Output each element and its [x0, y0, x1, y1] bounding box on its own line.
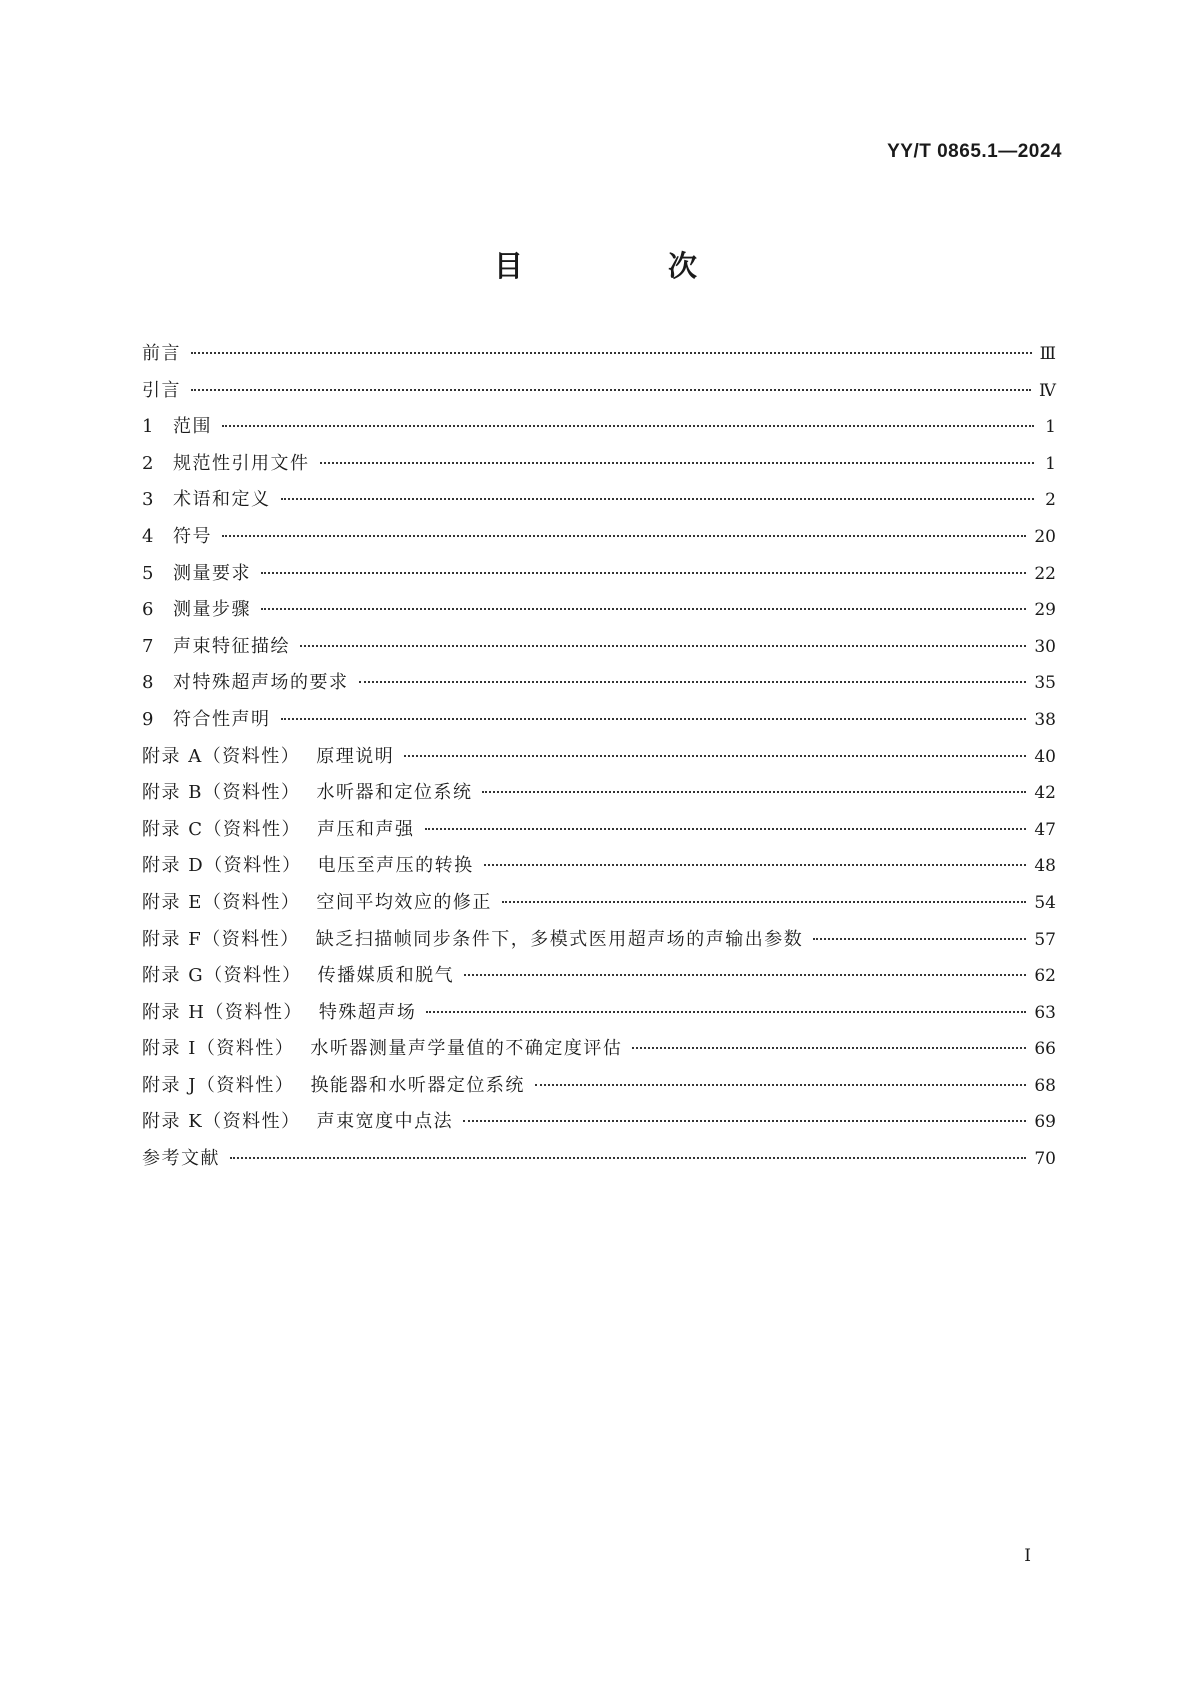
toc-entry-annex[interactable]	[142, 961, 1056, 998]
toc-page-number: 2	[1045, 490, 1056, 511]
toc-chapter-number: 6	[142, 599, 155, 621]
toc-entry-label: 测量步骤	[173, 599, 251, 621]
dot-leader	[222, 425, 1034, 427]
toc-page-number: Ⅳ	[1039, 380, 1056, 401]
toc-page-number: 54	[1034, 892, 1056, 913]
toc-entry-foreword[interactable]	[142, 339, 1056, 376]
toc-page-number: 40	[1034, 746, 1056, 767]
document-number: YY/T 0865.1—2024	[887, 141, 1062, 162]
toc-annex-prefix: 附录 K（资料性）	[142, 1111, 301, 1133]
toc-entry-chapter[interactable]	[142, 705, 1056, 742]
toc-page-number: 62	[1034, 966, 1056, 987]
toc-entry-label: 声压和声强	[317, 818, 415, 840]
toc-page-number: 1	[1045, 417, 1056, 438]
toc-entry-chapter[interactable]	[142, 668, 1056, 705]
toc-page-number: 69	[1034, 1112, 1056, 1133]
toc-entry-chapter[interactable]	[142, 449, 1056, 486]
toc-entry-introduction[interactable]	[142, 376, 1056, 413]
toc-entry-chapter[interactable]	[142, 412, 1056, 449]
dot-leader	[813, 938, 1026, 940]
dot-leader	[300, 645, 1026, 647]
toc-page-number: 1	[1045, 453, 1056, 474]
toc-entry-label: 水听器和定位系统	[316, 782, 473, 804]
toc-annex-prefix: 附录 I（资料性）	[142, 1038, 295, 1060]
toc-annex-prefix: 附录 J（资料性）	[142, 1074, 295, 1096]
toc-entry-label: 符号	[173, 525, 212, 547]
dot-leader	[261, 608, 1026, 610]
toc-entry-label: 参考文献	[142, 1148, 220, 1170]
dot-leader	[261, 572, 1026, 574]
toc-page-number: 35	[1034, 673, 1056, 694]
toc-page-number: 29	[1034, 600, 1056, 621]
dot-leader	[359, 681, 1027, 683]
toc-page-number: 68	[1034, 1075, 1056, 1096]
toc-chapter-number: 5	[142, 562, 155, 584]
dot-leader	[632, 1047, 1026, 1049]
toc-entry-label: 术语和定义	[173, 489, 271, 511]
toc-chapter-number: 7	[142, 635, 155, 657]
toc-entry-annex[interactable]	[142, 1107, 1056, 1144]
dot-leader	[320, 462, 1035, 464]
toc-entry-label: 特殊超声场	[318, 1001, 417, 1023]
dot-leader	[281, 718, 1027, 720]
toc-page-number: 70	[1034, 1149, 1056, 1170]
dot-leader	[281, 498, 1035, 500]
toc-page-number: 22	[1034, 563, 1056, 584]
table-of-contents	[142, 339, 1056, 1181]
toc-entry-label: 声束宽度中点法	[316, 1111, 454, 1133]
page-number: I	[1024, 1546, 1031, 1566]
toc-page-number: 42	[1034, 783, 1056, 804]
toc-entry-label: 水听器测量声学量值的不确定度评估	[310, 1038, 623, 1060]
toc-entry-annex[interactable]	[142, 925, 1056, 962]
toc-entry-label: 换能器和水听器定位系统	[310, 1074, 525, 1096]
toc-page-number: 38	[1034, 709, 1056, 730]
dot-leader	[230, 1157, 1026, 1159]
toc-entry-annex[interactable]	[142, 851, 1056, 888]
toc-page-number: 48	[1034, 856, 1056, 877]
toc-annex-prefix: 附录 E（资料性）	[142, 891, 301, 913]
toc-chapter-number: 9	[142, 708, 155, 730]
toc-annex-prefix: 附录 A（资料性）	[142, 745, 301, 767]
toc-entry-annex[interactable]	[142, 1071, 1056, 1108]
toc-annex-prefix: 附录 C（资料性）	[142, 818, 301, 840]
dot-leader	[426, 1011, 1026, 1013]
toc-entry-annex[interactable]	[142, 742, 1056, 779]
toc-entry-label: 缺乏扫描帧同步条件下，多模式医用超声场的声输出参数	[315, 928, 804, 950]
toc-entry-label: 空间平均效应的修正	[316, 891, 492, 913]
dot-leader	[482, 791, 1026, 793]
toc-entry-label: 原理说明	[316, 745, 395, 767]
toc-entry-label: 规范性引用文件	[173, 452, 310, 474]
toc-entry-label: 传播媒质和脱气	[317, 965, 455, 987]
toc-entry-annex[interactable]	[142, 998, 1056, 1035]
toc-entry-chapter[interactable]	[142, 559, 1056, 596]
toc-annex-prefix: 附录 H（资料性）	[142, 1001, 303, 1023]
toc-page-number: 30	[1034, 636, 1056, 657]
toc-entry-label: 电压至声压的转换	[317, 855, 474, 877]
toc-entry-annex[interactable]	[142, 888, 1056, 925]
toc-entry-chapter[interactable]	[142, 632, 1056, 669]
toc-entry-annex[interactable]	[142, 1034, 1056, 1071]
dot-leader	[535, 1084, 1026, 1086]
dot-leader	[191, 352, 1032, 354]
toc-annex-prefix: 附录 F（资料性）	[142, 928, 300, 950]
toc-chapter-number: 3	[142, 489, 155, 511]
toc-entry-bibliography[interactable]	[142, 1144, 1056, 1181]
toc-page-number: 63	[1034, 1002, 1056, 1023]
dot-leader	[222, 535, 1026, 537]
toc-entry-label: 引言	[142, 379, 181, 401]
toc-entry-annex[interactable]	[142, 815, 1056, 852]
toc-entry-annex[interactable]	[142, 778, 1056, 815]
dot-leader	[464, 974, 1026, 976]
toc-entry-label: 测量要求	[173, 562, 251, 584]
toc-annex-prefix: 附录 G（资料性）	[142, 965, 302, 987]
dot-leader	[191, 389, 1031, 391]
toc-page-number: 20	[1034, 526, 1056, 547]
toc-entry-chapter[interactable]	[142, 522, 1056, 559]
toc-entry-label: 前言	[142, 343, 181, 364]
dot-leader	[502, 901, 1026, 903]
dot-leader	[484, 864, 1027, 866]
toc-entry-label: 对特殊超声场的要求	[173, 672, 349, 694]
page-title: 目 次	[493, 249, 755, 283]
toc-entry-label: 范围	[173, 416, 212, 438]
toc-entry-chapter[interactable]	[142, 485, 1056, 522]
dot-leader	[425, 828, 1027, 830]
toc-annex-prefix: 附录 B（资料性）	[142, 782, 301, 804]
toc-page-number: 47	[1034, 819, 1056, 840]
toc-chapter-number: 2	[142, 452, 155, 474]
toc-annex-prefix: 附录 D（资料性）	[142, 855, 302, 877]
toc-page-number: 66	[1034, 1039, 1056, 1060]
toc-entry-chapter[interactable]	[142, 595, 1056, 632]
toc-page-number: Ⅲ	[1039, 344, 1056, 364]
dot-leader	[404, 755, 1026, 757]
toc-entry-label: 符合性声明	[173, 708, 271, 730]
toc-page-number: 57	[1034, 929, 1056, 950]
toc-chapter-number: 4	[142, 525, 155, 547]
toc-chapter-number: 8	[142, 672, 155, 694]
dot-leader	[463, 1120, 1026, 1122]
toc-chapter-number: 1	[142, 416, 155, 438]
toc-entry-label: 声束特征描绘	[173, 635, 290, 657]
